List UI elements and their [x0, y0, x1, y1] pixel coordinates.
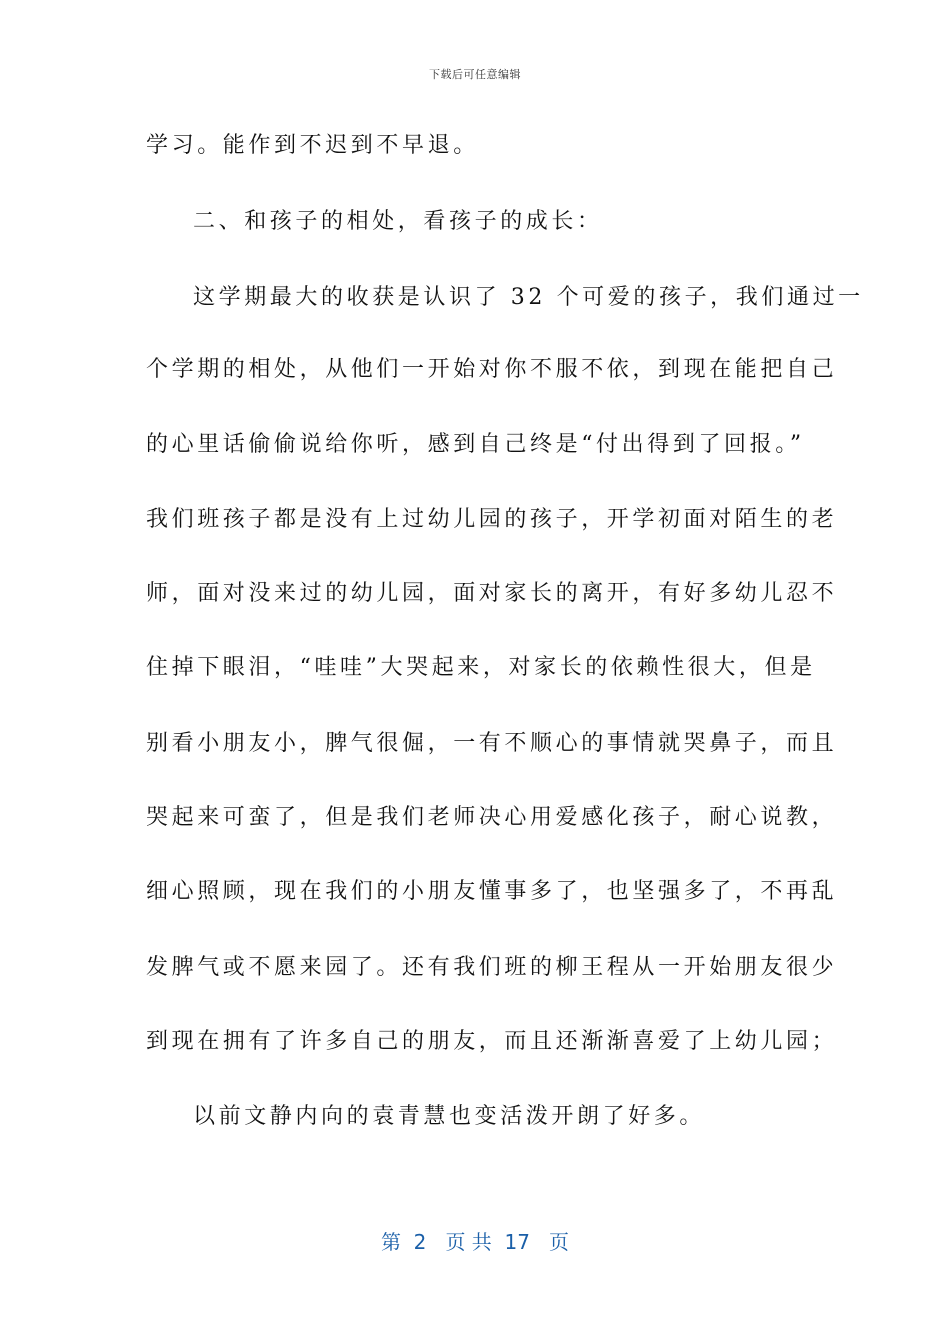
body-line: 到现在拥有了许多自己的朋友，而且还渐渐喜爱了上幼儿园； [146, 1029, 838, 1054]
page-header: 下载后可任意编辑 [429, 68, 521, 81]
body-line: 个学期的相处，从他们一开始对你不服不依，到现在能把自己 [146, 357, 838, 382]
body-line: 细心照顾，现在我们的小朋友懂事多了，也坚强多了，不再乱 [146, 879, 838, 904]
section-heading: 二、和孩子的相处，看孩子的成长： [193, 209, 603, 234]
body-line: 住掉下眼泪，“哇哇”大哭起来，对家长的依赖性很大，但是 [146, 655, 816, 680]
page-number-footer: 第 2 页 共 17 页 [380, 1230, 570, 1254]
body-line: 我们班孩子都是没有上过幼儿园的孩子，开学初面对陌生的老 [146, 507, 838, 532]
body-line: 发脾气或不愿来园了。还有我们班的柳王程从一开始朋友很少 [146, 955, 838, 980]
body-line: 的心里话偷偷说给你听，感到自己终是“付出得到了回报。” [146, 432, 805, 457]
body-line: 这学期最大的收获是认识了 32 个可爱的孩子，我们通过一 [193, 285, 864, 310]
body-line: 师，面对没来过的幼儿园，面对家长的离开，有好多幼儿忍不 [146, 581, 838, 606]
body-line: 学习。能作到不迟到不早退。 [146, 133, 479, 158]
body-line: 别看小朋友小，脾气很倔，一有不顺心的事情就哭鼻子，而且 [146, 731, 838, 756]
body-line: 以前文静内向的袁青慧也变活泼开朗了好多。 [193, 1104, 706, 1129]
body-line: 哭起来可蛮了，但是我们老师决心用爱感化孩子，耐心说教， [146, 805, 838, 830]
